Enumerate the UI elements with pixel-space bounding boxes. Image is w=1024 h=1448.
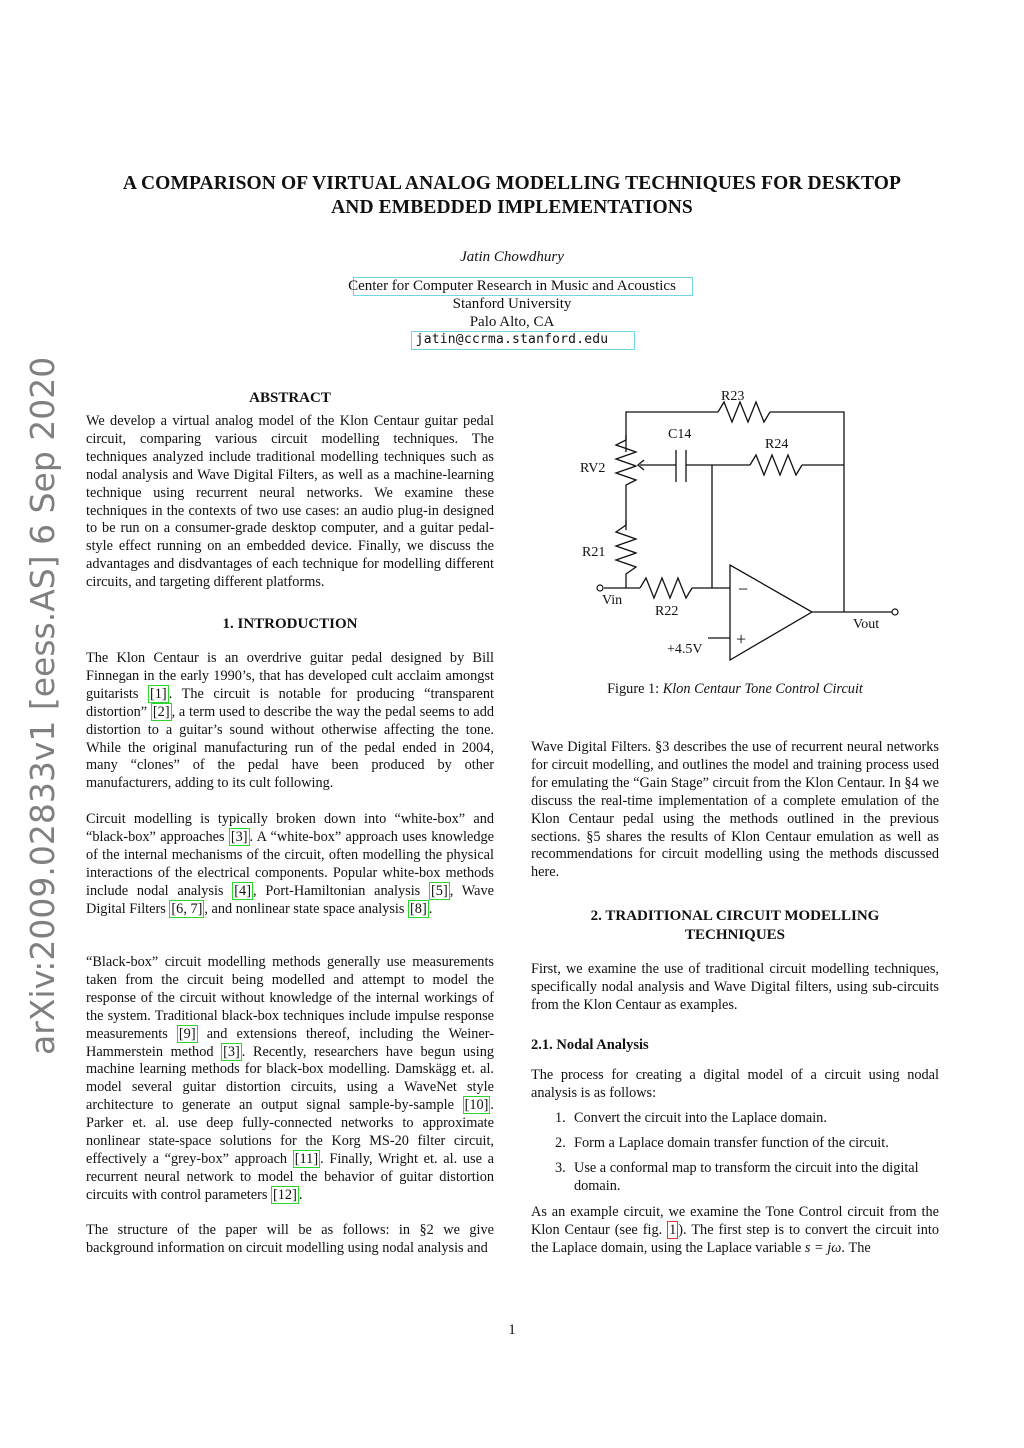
citation-link[interactable]: [9] xyxy=(178,1025,196,1042)
citation-link[interactable]: [3] xyxy=(230,828,248,845)
section-2-heading: 2. TRADITIONAL CIRCUIT MODELLING TECHNIQUES xyxy=(590,908,880,943)
citation-link[interactable]: [1] xyxy=(150,685,167,702)
right-paragraph-4: As an example circuit, we examine the Tone Control circuit from the Klon Centaur (see fig. 1 ). The first step is to convert the circuit into the Laplace domain, using the Laplace variable s = jω. The xyxy=(531,1204,939,1256)
label-r21: R21 xyxy=(582,545,606,560)
page-number: 1 xyxy=(508,1322,516,1338)
list-item: 3. Use a conformal map to transform the circuit into the digital domain. xyxy=(555,1159,919,1194)
label-vin: Vin xyxy=(602,593,623,608)
intro-paragraph-3: “Black-box” circuit modelling methods generally use measurements taken from the circuit being modelled and attempt to model the response of the circuit without knowledge of the internal workings of the system. Traditional black-box techniques include impulse response measurements [9] and extensions thereof, including the Weiner-Hammerstein method [3] . Recently, researchers have begun using machine learning methods for black-box modelling. Damskägg et. al. model several guitar distortion circuits, using a WaveNet style architecture to generate an output signal sample-by-sample [10] . Parker et. al. use deep fully-connected networks to approximate nonlinear state-space solutions for the Korg MS-20 filter circuit, effectively a “grey-box” approach [11] . Finally, Wright et. al. use a recurrent neural network to model the behavior of guitar distortion circuits with control parameters [12] . xyxy=(86,954,495,1203)
author-name: Jatin Chowdhury xyxy=(460,249,564,265)
laplace-variable-math: s = jω xyxy=(804,1239,842,1256)
citation-link[interactable]: [3] xyxy=(223,1043,240,1060)
citation-link[interactable]: [5] xyxy=(431,882,448,899)
figure-reference-link[interactable]: 1 xyxy=(669,1221,677,1238)
label-minus: − xyxy=(738,579,749,599)
vin-terminal xyxy=(597,585,603,591)
nodal-analysis-steps xyxy=(531,1110,939,1203)
abstract-text: We develop a virtual analog model of the Klon Centaur guitar pedal circuit, comparing various circuit modelling techniques. The techniques analyzed include traditional modelling techniques such as nodal analysis and Wave Digital Filters, as well as a machine-learning technique using recurrent neural networks. We examine these techniques in the contexts of two use cases: an audio plug-in designed to be run on a consumer-grade desktop computer, and a guitar pedal-style effect running on an embedded device. Finally, we discuss the advantages and disdvantages of each technique for modelling different circuits, and targeting different platforms. xyxy=(86,413,494,591)
label-plus: + xyxy=(736,629,747,649)
right-paragraph-3: The process for creating a digital model of a circuit using nodal analysis is as follows: xyxy=(531,1067,939,1101)
affiliation-city: Palo Alto, CA xyxy=(469,314,555,330)
right-paragraph-1: Wave Digital Filters. §3 describes the use of recurrent neural networks for circuit modelling, and outlines the model and training process used for emulating the “Gain Stage” circuit from the Klon Centaur. In §4 we discuss the real-time implementation of a complete emulation of the Klon Centaur pedal using the methods outlined in the previous sections. §5 shares the results of Klon Centaur emulation as well as recommendations for circuit modelling using the methods discussed here. xyxy=(531,739,939,881)
resistor-r24 xyxy=(750,455,802,475)
list-item: 2. Form a Laplace domain transfer function of the circuit. xyxy=(555,1134,889,1151)
resistor-r23 xyxy=(718,402,770,422)
title-line-1: A COMPARISON OF VIRTUAL ANALOG MODELLING TECHNIQUES FOR DESKTOP xyxy=(122,173,902,194)
citation-link[interactable]: [10] xyxy=(464,1097,489,1114)
label-bias: +4.5V xyxy=(667,642,703,657)
vout-terminal xyxy=(892,609,898,615)
affiliation-center[interactable]: Center for Computer Research in Music and Acoustics xyxy=(348,278,676,294)
citation-link[interactable]: [2] xyxy=(152,703,170,720)
list-item: 1. Convert the circuit into the Laplace domain. xyxy=(555,1110,827,1126)
label-r23: R23 xyxy=(721,389,745,404)
intro-paragraph-4: The structure of the paper will be as follows: in §2 we give background information on circuit modelling using nodal analysis and xyxy=(86,1222,494,1256)
citation-link[interactable]: [4] xyxy=(234,882,251,899)
citation-link[interactable]: [11] xyxy=(294,1150,319,1167)
figure-caption: Figure 1: Klon Centaur Tone Control Circuit xyxy=(607,681,863,697)
label-rv2: RV2 xyxy=(580,461,606,476)
author-email[interactable]: jatin@ccrma.stanford.edu xyxy=(415,332,609,347)
resistor-r21 xyxy=(616,520,636,588)
right-paragraph-2: First, we examine the use of traditional circuit modelling techniques, specifically nodal analysis and Wave Digital filters, using sub-circuits from the Klon Centaur as examples. xyxy=(531,961,939,1013)
arxiv-sidebar: arXiv:2009.02833v1 [eess.AS] 6 Sep 2020 xyxy=(23,356,62,1055)
subsection-2-1-heading: 2.1. Nodal Analysis xyxy=(531,1037,649,1053)
intro-paragraph-2: Circuit modelling is typically broken down into “white-box” and “black-box” approaches [3] . A “white-box” approach uses knowledge of the internal mechanisms of the circuit, often modelling the physical interactions of the electrical components. Popular white-box methods include nodal analysis [4] , Port-Hamiltonian analysis [5] , Wave Digital Filters [6, 7] , and nonlinear state space analysis [8] . xyxy=(86,811,494,917)
label-r24: R24 xyxy=(765,437,789,452)
intro-heading: 1. INTRODUCTION xyxy=(222,616,358,632)
citation-link[interactable]: [12] xyxy=(273,1186,297,1203)
citation-link[interactable]: [6, 7] xyxy=(171,900,203,917)
affiliation-university: Stanford University xyxy=(452,296,572,312)
label-c14: C14 xyxy=(668,427,692,442)
resistor-r22 xyxy=(640,578,692,598)
title-line-2: AND EMBEDDED IMPLEMENTATIONS xyxy=(331,197,693,218)
intro-paragraph-1: The Klon Centaur is an overdrive guitar pedal designed by Bill Finnegan in the early 1990’s, that has developed cult acclaim amongst guitarists [1] . The circuit is notable for producing “transparent distortion” [2] , a term used to describe the way the pedal seems to add distortion to a guitar’s sound without otherwise affecting the tone. While the original manufacturing run of the pedal ended in 2004, many “clones” of the pedal have been produced by other manufacturers, adding to its cult following. xyxy=(86,650,494,792)
tone-control-circuit-figure xyxy=(560,380,910,670)
label-vout: Vout xyxy=(853,617,880,632)
paper-title xyxy=(60,172,964,220)
abstract-heading: ABSTRACT xyxy=(249,390,331,406)
citation-link[interactable]: [8] xyxy=(410,900,427,917)
label-r22: R22 xyxy=(655,604,679,619)
